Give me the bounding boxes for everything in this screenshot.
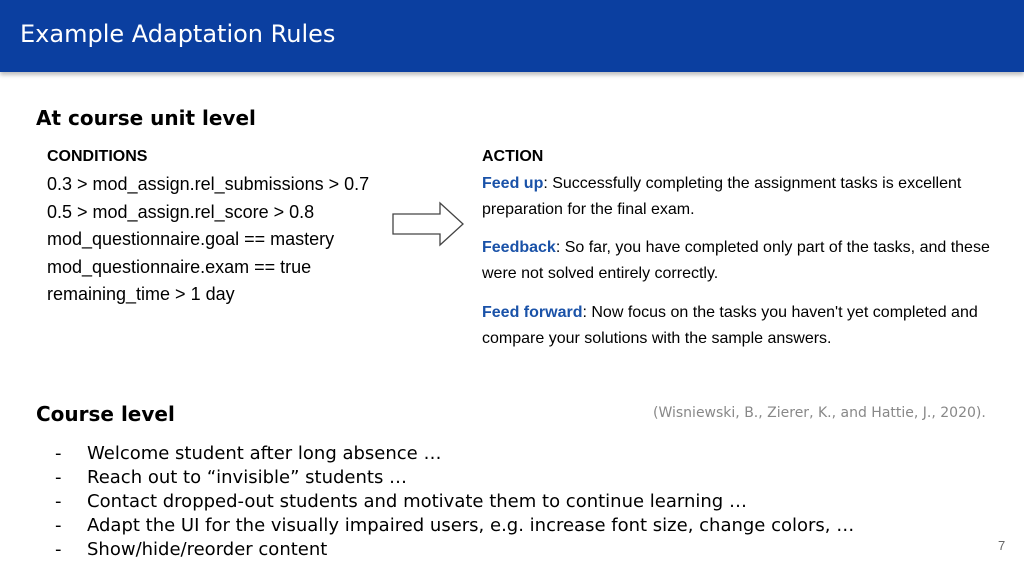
condition-item: mod_questionnaire.goal == mastery [47,229,335,249]
title-bar [0,0,1024,72]
list-item [55,466,854,490]
feed-up-text: : Successfully completing the assignment tasks is excellent preparation for the final exam. [482,175,962,218]
feedback-block [482,235,1002,286]
list-item [55,490,854,514]
condition-item: remaining_time > 1 day [47,284,235,304]
list-item-text: Contact dropped-out students and motivate them to continue learning … [87,491,747,512]
list-item [55,538,854,562]
condition-item: 0.3 > mod_assign.rel_submissions > 0.7 [47,174,370,194]
list-item-text: Show/hide/reorder content [87,539,328,560]
list-item-text: Welcome student after long absence … [87,443,442,464]
action-heading: ACTION [482,148,544,165]
dash-bullet-icon: - [55,539,62,560]
feed-up-keyword: Feed up [482,175,544,192]
condition-item: 0.5 > mod_assign.rel_score > 0.8 [47,201,315,222]
dash-bullet-icon: - [55,515,62,536]
right-arrow-icon [392,201,466,247]
feed-up-block [482,171,1002,222]
course-level-list [55,442,854,562]
dash-bullet-icon: - [55,443,62,464]
feed-forward-keyword: Feed forward [482,304,583,321]
conditions-list [47,171,369,309]
condition-item: mod_questionnaire.exam == true [47,256,312,277]
list-item [55,442,854,466]
citation: (Wisniewski, B., Zierer, K., and Hattie, J., 2020). [653,405,986,421]
list-item-text: Reach out to “invisible” students … [87,467,408,488]
list-item [55,514,854,538]
conditions-heading: CONDITIONS [47,148,148,165]
unit-level-heading: At course unit level [36,106,256,130]
dash-bullet-icon: - [55,467,62,488]
list-item-text: Adapt the UI for the visually impaired users, e.g. increase font size, change colors, … [87,515,855,536]
course-level-heading: Course level [36,402,175,426]
feedback-text: : So far, you have completed only part of the tasks, and these were not solved entirely correctly. [482,239,990,282]
feed-forward-block [482,300,1002,351]
slide-title: Example Adaptation Rules [20,20,336,48]
feedback-keyword: Feedback [482,239,556,256]
feed-forward-text: : Now focus on the tasks you haven't yet completed and compare your solutions with the sample answers. [482,304,978,347]
dash-bullet-icon: - [55,491,62,512]
page-number: 7 [998,538,1006,553]
